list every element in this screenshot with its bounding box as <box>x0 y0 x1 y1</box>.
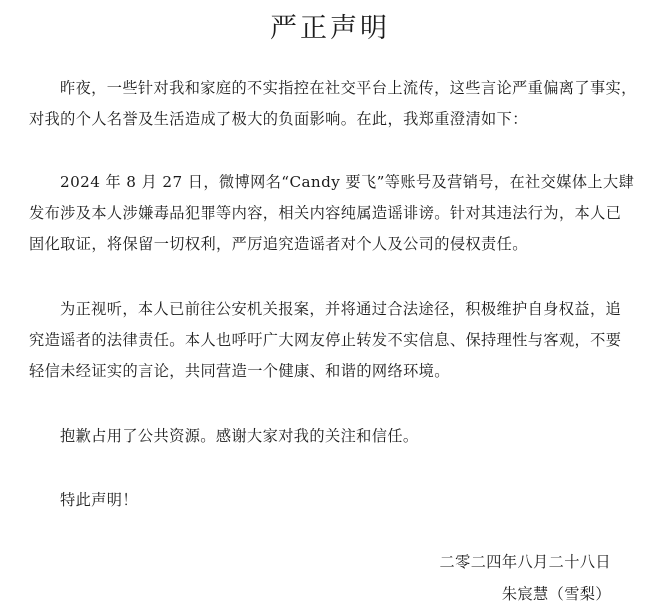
paragraph-line: 对我的个人名誉及生活造成了极大的负面影响。在此，我郑重澄清如下： <box>29 110 528 128</box>
paragraph-line: 特此声明！ <box>60 491 138 509</box>
paragraph-line: 抱歉占用了公共资源。感谢大家对我的关注和信任。 <box>60 427 419 445</box>
paragraph-apology <box>29 421 633 452</box>
paragraph-legal-action <box>29 294 633 387</box>
statement-title: 严正声明 <box>270 13 390 44</box>
paragraph-closing <box>29 485 633 516</box>
paragraph-line: 固化取证，将保留一切权利，严厉追究造谣者对个人及公司的侵权责任。 <box>29 235 528 253</box>
paragraph-rumor-details <box>29 167 633 260</box>
paragraph-line: 轻信未经证实的言论，共同营造一个健康、和谐的网络环境。 <box>29 362 450 380</box>
statement-signer: 朱宸慧（雪梨） <box>501 585 611 603</box>
paragraph-line: 为正视听，本人已前往公安机关报案，并将通过合法途径，积极维护自身权益，追 <box>60 300 622 318</box>
statement-date: 二零二四年八月二十八日 <box>439 553 611 571</box>
paragraph-line: 昨夜，一些针对我和家庭的不实指控在社交平台上流传，这些言论严重偏离了事实， <box>60 79 637 97</box>
paragraph-line: 2024 年 8 月 27 日，微博网名“Candy 要飞”等账号及营销号，在社交媒体上大肆 <box>60 173 635 191</box>
paragraph-line: 发布涉及本人涉嫌毒品犯罪等内容，相关内容纯属造谣诽谤。针对其违法行为，本人已 <box>29 204 622 222</box>
paragraph-intro <box>29 73 637 135</box>
paragraph-line: 究造谣者的法律责任。本人也呼吁广大网友停止转发不实信息、保持理性与客观，不要 <box>29 331 622 349</box>
